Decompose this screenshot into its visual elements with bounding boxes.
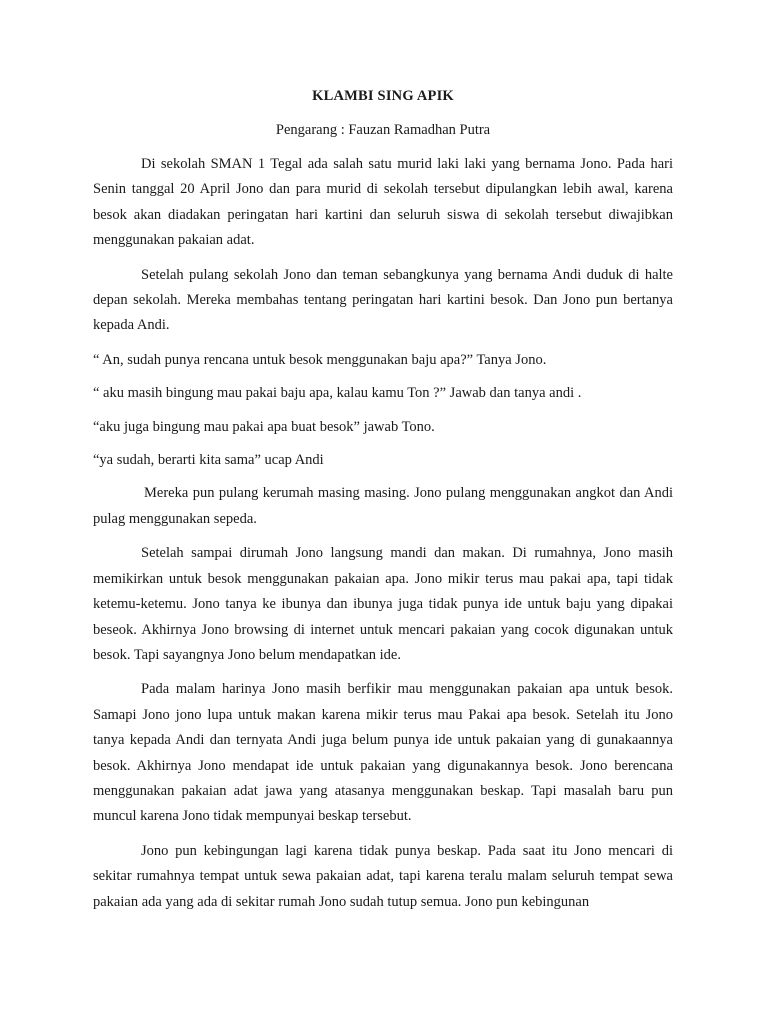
paragraph-1: Di sekolah SMAN 1 Tegal ada salah satu murid laki laki yang bernama Jono. Pada hari Senin tanggal 20 April Jono dan para murid di sekolah tersebut dipulangkan lebih awal, karena besok akan diadakan peringatan hari kartini dan seluruh siswa di sekolah tersebut diwajibkan menggunakan pakaian adat. — [93, 156, 673, 249]
paragraph-2: Setelah pulang sekolah Jono dan teman sebangkunya yang bernama Andi duduk di halte depan sekolah. Mereka membahas tentang peringatan hari kartini besok. Dan Jono pun bertanya kepada Andi. — [93, 266, 673, 334]
dialogue-line-1: “ An, sudah punya rencana untuk besok menggunakan baju apa?” Tanya Jono. — [93, 351, 547, 368]
paragraph-5: Pada malam harinya Jono masih berfikir mau menggunakan pakaian apa untuk besok. Samapi Jono jono lupa untuk makan karena mikir terus mau Pakai apa besok. Setelah itu Jono tanya kepada Andi dan ternyata Andi juga belum punya ide untuk pakaian yang di gunakaannya besok. Akhirnya Jono mendapat ide untuk pakaian yang digunakannya besok. Jono berencana menggunakan pakaian adat jawa yang atasanya menggunakan beskap. Tapi masalah baru pun muncul karena Jono tidak mempunyai beskap tersebut. — [93, 681, 673, 825]
paragraph-4: Setelah sampai dirumah Jono langsung mandi dan makan. Di rumahnya, Jono masih memikirkan untuk besok menggunakan pakaian apa. Jono mikir terus mau pakai apa, tapi tidak ketemu-ketemu. Jono tanya ke ibunya dan ibunya juga tidak punya ide untuk baju yang dipakai beseok. Akhirnya Jono browsing di internet untuk mencari pakaian yang cocok digunakan untuk besok. Tapi sayangnya Jono belum mendapatkan ide. — [93, 545, 673, 663]
paragraph-3: Mereka pun pulang kerumah masing masing. Jono pulang menggunakan angkot dan Andi pulag menggunakan sepeda. — [93, 485, 673, 527]
dialogue-line-4: “ya sudah, berarti kita sama” ucap Andi — [93, 452, 324, 469]
dialogue-line-2: “ aku masih bingung mau pakai baju apa, kalau kamu Ton ?” Jawab dan tanya andi . — [93, 385, 582, 402]
document-author: Pengarang : Fauzan Ramadhan Putra — [275, 122, 491, 138]
paragraph-6: Jono pun kebingungan lagi karena tidak punya beskap. Pada saat itu Jono mencari di sekitar rumahnya tempat untuk sewa pakaian adat, tapi karena teralu malam seluruh tempat sewa pakaian ada yang ada di sekitar rumah Jono sudah tutup semua. Jono pun kebingunan — [93, 842, 673, 910]
document-title: KLAMBI SING APIK — [312, 88, 454, 104]
document-page — [93, 86, 673, 924]
dialogue-line-3: “aku juga bingung mau pakai apa buat besok” jawab Tono. — [93, 418, 435, 435]
